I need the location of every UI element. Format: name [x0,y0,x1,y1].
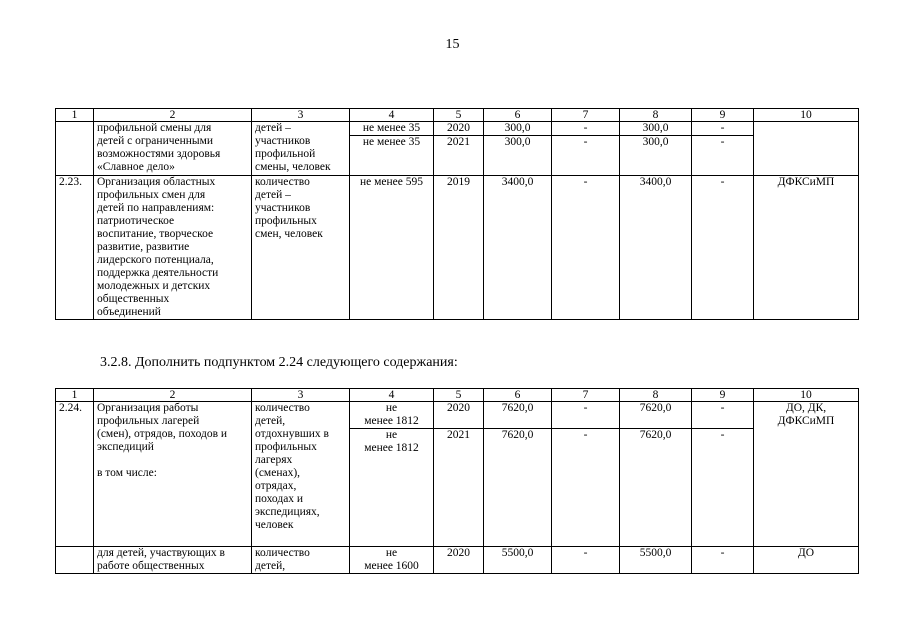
header-cell: 5 [434,389,484,402]
text-line: участников [255,202,311,214]
indicator-cell [252,122,350,176]
text-line: экспедиций [97,441,154,453]
text-line: ДФКСиМП [777,415,835,427]
text-line: походах и [255,493,304,505]
description-cell [94,122,252,176]
header-cell: 8 [620,389,692,402]
text-line: детей, [255,415,286,427]
amount-cell: - [552,176,620,320]
amount-cell: - [552,122,620,136]
text-line: «Славное дело» [97,161,175,173]
text-line: детей, [255,560,286,572]
header-cell: 5 [434,109,484,122]
indicator-cell [252,547,350,574]
text-line: патриотическое [97,215,175,227]
header-cell: 3 [252,389,350,402]
amount-cell: 5500,0 [484,547,552,574]
text-line: Организация областных [97,176,216,188]
text-line: детей – [255,122,291,134]
text-line: профильных [255,215,317,227]
target-value-cell: не менее 595 [350,176,434,320]
text-line: возможностями здоровья [97,148,221,160]
amount-cell: 300,0 [620,122,692,136]
text-line: в том числе: [97,467,157,479]
text-line: не [385,547,398,559]
amount-cell: 7620,0 [484,429,552,547]
text-line: отдохнувших в [255,428,329,440]
year-cell: 2021 [434,136,484,176]
text-line: детей – [255,189,291,201]
text-line: профильной [255,148,316,160]
amount-cell: 7620,0 [620,402,692,429]
text-line: развитие, развитие [97,241,190,253]
amount-cell: 300,0 [484,122,552,136]
text-line: воспитание, творческое [97,228,214,240]
table-row [56,402,859,429]
header-cell: 9 [692,109,754,122]
text-line: участников [255,135,311,147]
text-line: для детей, участвующих в [97,547,225,559]
text-line: количество [255,547,310,559]
header-cell: 4 [350,109,434,122]
text-line: работе общественных [97,560,205,572]
amount-cell: - [692,122,754,136]
year-cell: 2019 [434,176,484,320]
header-cell: 10 [754,389,859,402]
text-line: лагерях [255,454,293,466]
text-line: экспедициях, [255,506,320,518]
table-row [56,547,859,574]
text-line: поддержка деятельности [97,267,219,279]
header-cell: 2 [94,109,252,122]
header-cell: 8 [620,109,692,122]
text-line: ДО, ДК, [785,402,827,414]
text-line: профильных смен для [97,189,206,201]
target-value-cell [350,429,434,547]
header-cell: 3 [252,109,350,122]
amount-cell: 7620,0 [484,402,552,429]
description-cell [94,547,252,574]
text-line: отрядах, [255,480,297,492]
header-cell: 1 [56,389,94,402]
executor-cell [754,402,859,547]
target-value-cell: не менее 35 [350,122,434,136]
text-line: детей по направлениям: [97,202,215,214]
text-line: объединений [97,306,161,318]
amount-cell: - [552,136,620,176]
description-cell [94,402,252,547]
table-row [56,176,859,320]
text-line: не [385,402,398,414]
amount-cell: 7620,0 [620,429,692,547]
text-line: общественных [97,293,170,305]
text-line: количество [255,176,310,188]
year-cell: 2021 [434,429,484,547]
amount-cell: - [552,402,620,429]
amount-cell: - [692,136,754,176]
text-line: человек [255,519,294,531]
text-line: лидерского потенциала, [97,254,214,266]
amount-cell: 300,0 [620,136,692,176]
executor-cell: ДО [754,547,859,574]
table-row [56,122,859,136]
program-table-2 [55,388,859,574]
description-cell [94,176,252,320]
page-number: 15 [445,37,460,52]
text-line: профильной смены для [97,122,212,134]
header-cell: 10 [754,109,859,122]
target-value-cell [350,547,434,574]
text-line: (смен), отрядов, походов и [97,428,228,440]
row-number-cell: 2.24. [56,402,94,547]
target-value-cell [350,402,434,429]
row-number-cell: 2.23. [56,176,94,320]
text-line: менее 1600 [364,560,419,572]
year-cell: 2020 [434,402,484,429]
header-cell: 4 [350,389,434,402]
text-line: детей с ограниченными [97,135,214,147]
amount-cell: - [552,547,620,574]
text-line: Организация работы [97,402,199,414]
header-cell: 6 [484,109,552,122]
text-line: менее 1812 [364,442,419,454]
header-cell: 9 [692,389,754,402]
header-cell: 6 [484,389,552,402]
indicator-cell [252,402,350,547]
header-cell: 2 [94,389,252,402]
text-line: количество [255,402,310,414]
amount-cell: - [692,547,754,574]
table-header-row [56,389,859,402]
amount-cell: - [552,429,620,547]
program-table-1 [55,108,859,320]
amount-cell: - [692,429,754,547]
text-line: молодежных и детских [97,280,211,292]
row-number-cell [56,547,94,574]
text-line: не [385,429,398,441]
amount-cell: - [692,402,754,429]
amount-cell: 300,0 [484,136,552,176]
text-line: смены, человек [255,161,331,173]
amount-cell: 5500,0 [620,547,692,574]
header-cell: 1 [56,109,94,122]
indicator-cell [252,176,350,320]
amount-cell: - [692,176,754,320]
section-heading: 3.2.8. Дополнить подпунктом 2.24 следующего содержания: [100,355,458,370]
table-header-row [56,109,859,122]
target-value-cell: не менее 35 [350,136,434,176]
amount-cell: 3400,0 [484,176,552,320]
executor-cell [754,122,859,176]
amount-cell: 3400,0 [620,176,692,320]
row-number-cell [56,122,94,176]
header-cell: 7 [552,109,620,122]
text-line: профильных лагерей [97,415,200,427]
text-line: смен, человек [255,228,323,240]
text-line: менее 1812 [364,415,419,427]
year-cell: 2020 [434,122,484,136]
header-cell: 7 [552,389,620,402]
year-cell: 2020 [434,547,484,574]
text-line: (сменах), [255,467,301,479]
executor-cell: ДФКСиМП [754,176,859,320]
text-line: профильных [255,441,317,453]
